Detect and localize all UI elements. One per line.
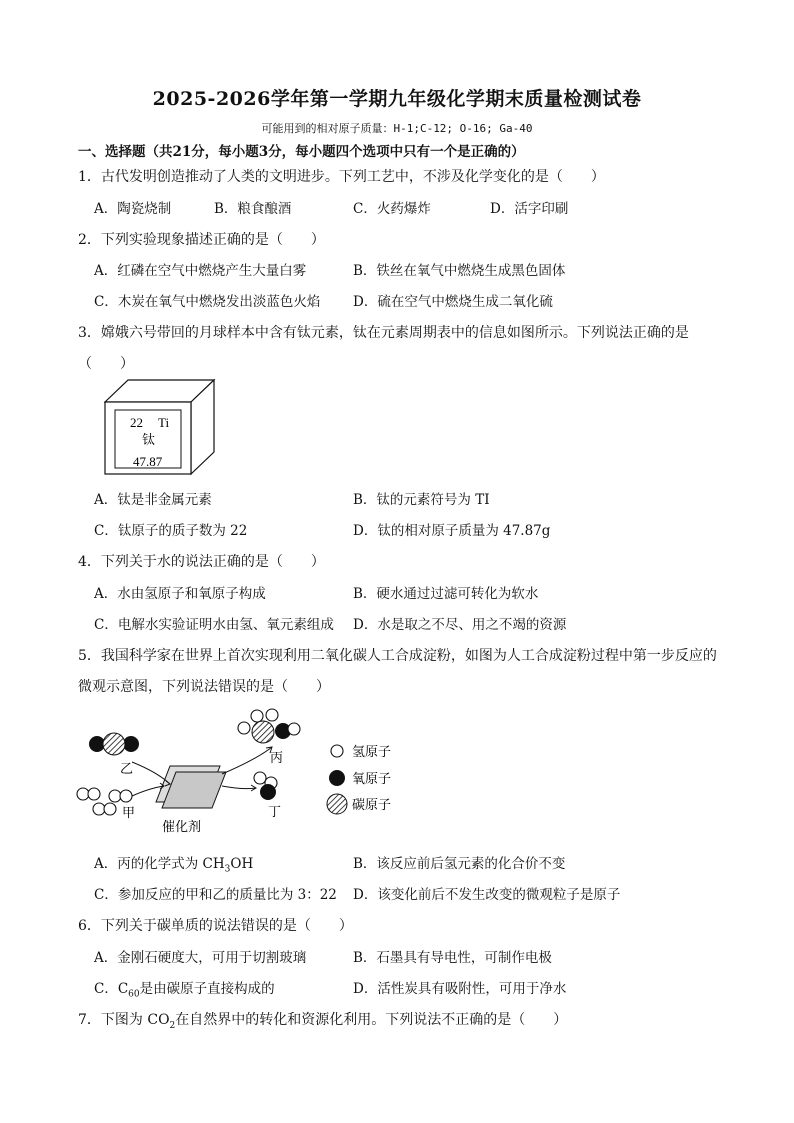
titanium-element-card — [104, 378, 224, 478]
legend-oxygen-label: 氧原子 — [352, 772, 392, 787]
question-6-option-b: B．石墨具有导电性，可制作电极 — [353, 950, 552, 966]
element-symbol: Ti — [158, 415, 170, 430]
question-2-option-d: D．硫在空气中燃烧生成二氧化硫 — [353, 294, 553, 310]
question-6-option-a: A．金刚石硬度大，可用于切割玻璃 — [94, 950, 307, 966]
question-4-option-a: A．水由氢原子和氧原子构成 — [94, 586, 266, 602]
question-7-stem: 7．下图为 $CO_2$在自然界中的转化和资源化利用。下列说法不正确的是（ ） — [78, 1012, 568, 1031]
question-3-option-d: D．钛的相对原子质量为 47.87g — [353, 523, 551, 539]
reaction-micro-diagram — [72, 704, 412, 844]
question-2-option-a: A．红磷在空气中燃烧产生大量白雾 — [94, 263, 307, 279]
question-4-option-d: D．水是取之不尽、用之不竭的资源 — [353, 617, 567, 633]
legend-hydrogen-label: 氢原子 — [352, 745, 392, 760]
question-3-option-b: B．钛的元素符号为 TI — [353, 492, 490, 508]
question-3-option-a: A．钛是非金属元素 — [94, 492, 212, 508]
question-6-option-c: C．$C_{60}$是由碳原子直接构成的 — [94, 981, 275, 1000]
legend-carbon-label: 碳原子 — [352, 798, 392, 813]
ch3oh-molecule — [238, 709, 300, 743]
element-name: 钛 — [142, 433, 156, 448]
question-5-option-a: A．丙的化学式为 $CH_3OH$ — [94, 856, 254, 875]
label-jia: 甲 — [122, 806, 136, 821]
legend-carbon-icon — [327, 794, 347, 814]
question-5-option-d: D．该变化前后不发生改变的微观粒子是原子 — [353, 887, 621, 903]
question-3-paren: （ ） — [78, 356, 134, 372]
page-title: 2025-2026学年第一学期九年级化学期末质量检测试卷 — [152, 88, 642, 110]
question-1-option-a: A．陶瓷烧制 — [94, 201, 172, 217]
question-5-stem-line1: 5．我国科学家在世界上首次实现利用二氧化碳人工合成淀粉，如图为人工合成淀粉过程中第一步反应的 — [78, 648, 717, 664]
question-4-stem: 4．下列关于水的说法正确的是（ ） — [78, 554, 325, 570]
label-catalyst: 催化剂 — [162, 820, 202, 835]
question-4-option-c: C．电解水实验证明水由氢、氧元素组成 — [94, 617, 334, 633]
h2o-molecule — [254, 772, 277, 800]
co2-molecule — [89, 733, 139, 755]
question-1-stem: 1．古代发明创造推动了人类的文明进步。下列工艺中，不涉及化学变化的是（ ） — [78, 169, 605, 185]
question-2-option-b: B．铁丝在氧气中燃烧生成黑色固体 — [353, 263, 566, 279]
label-ding: 丁 — [268, 805, 282, 820]
label-bing: 丙 — [270, 751, 284, 766]
label-yi: 乙 — [120, 762, 134, 777]
catalyst-plates — [156, 766, 226, 808]
question-1-option-d: D．活字印刷 — [490, 201, 569, 217]
element-atomic-mass: 47.87 — [133, 454, 163, 469]
question-1-option-c: C．火药爆炸 — [353, 201, 431, 217]
legend-hydrogen-icon — [331, 745, 343, 757]
question-5-stem-line2: 微观示意图，下列说法错误的是（ ） — [78, 679, 330, 695]
question-6-option-d: D．活性炭具有吸附性，可用于净水 — [353, 981, 567, 997]
question-2-option-c: C．木炭在氧气中燃烧发出淡蓝色火焰 — [94, 294, 321, 310]
question-6-stem: 6．下列关于碳单质的说法错误的是（ ） — [78, 918, 353, 934]
element-atomic-number: 22 — [130, 415, 143, 430]
diagram-legend — [327, 745, 391, 814]
question-4-option-b: B．硬水通过过滤可转化为软水 — [353, 586, 539, 602]
atomic-masses: 可能用到的相对原子质量：H-1;C-12; O-16; Ga-40 — [261, 122, 533, 135]
question-5-option-c: C．参加反应的甲和乙的质量比为 3：22 — [94, 887, 337, 903]
question-1-option-b: B．粮食酿酒 — [214, 201, 292, 217]
question-5-option-b: B．该反应前后氢元素的化合价不变 — [353, 856, 566, 872]
question-3-option-c: C．钛原子的质子数为 22 — [94, 523, 248, 539]
legend-oxygen-icon — [329, 770, 345, 786]
question-2-stem: 2．下列实验现象描述正确的是（ ） — [78, 232, 325, 248]
question-3-stem: 3．嫦娥六号带回的月球样本中含有钛元素，钛在元素周期表中的信息如图所示。下列说法正确的是 — [78, 325, 689, 341]
section-heading: 一、选择题（共21分，每小题3分，每小题四个选项中只有一个是正确的） — [78, 144, 525, 160]
